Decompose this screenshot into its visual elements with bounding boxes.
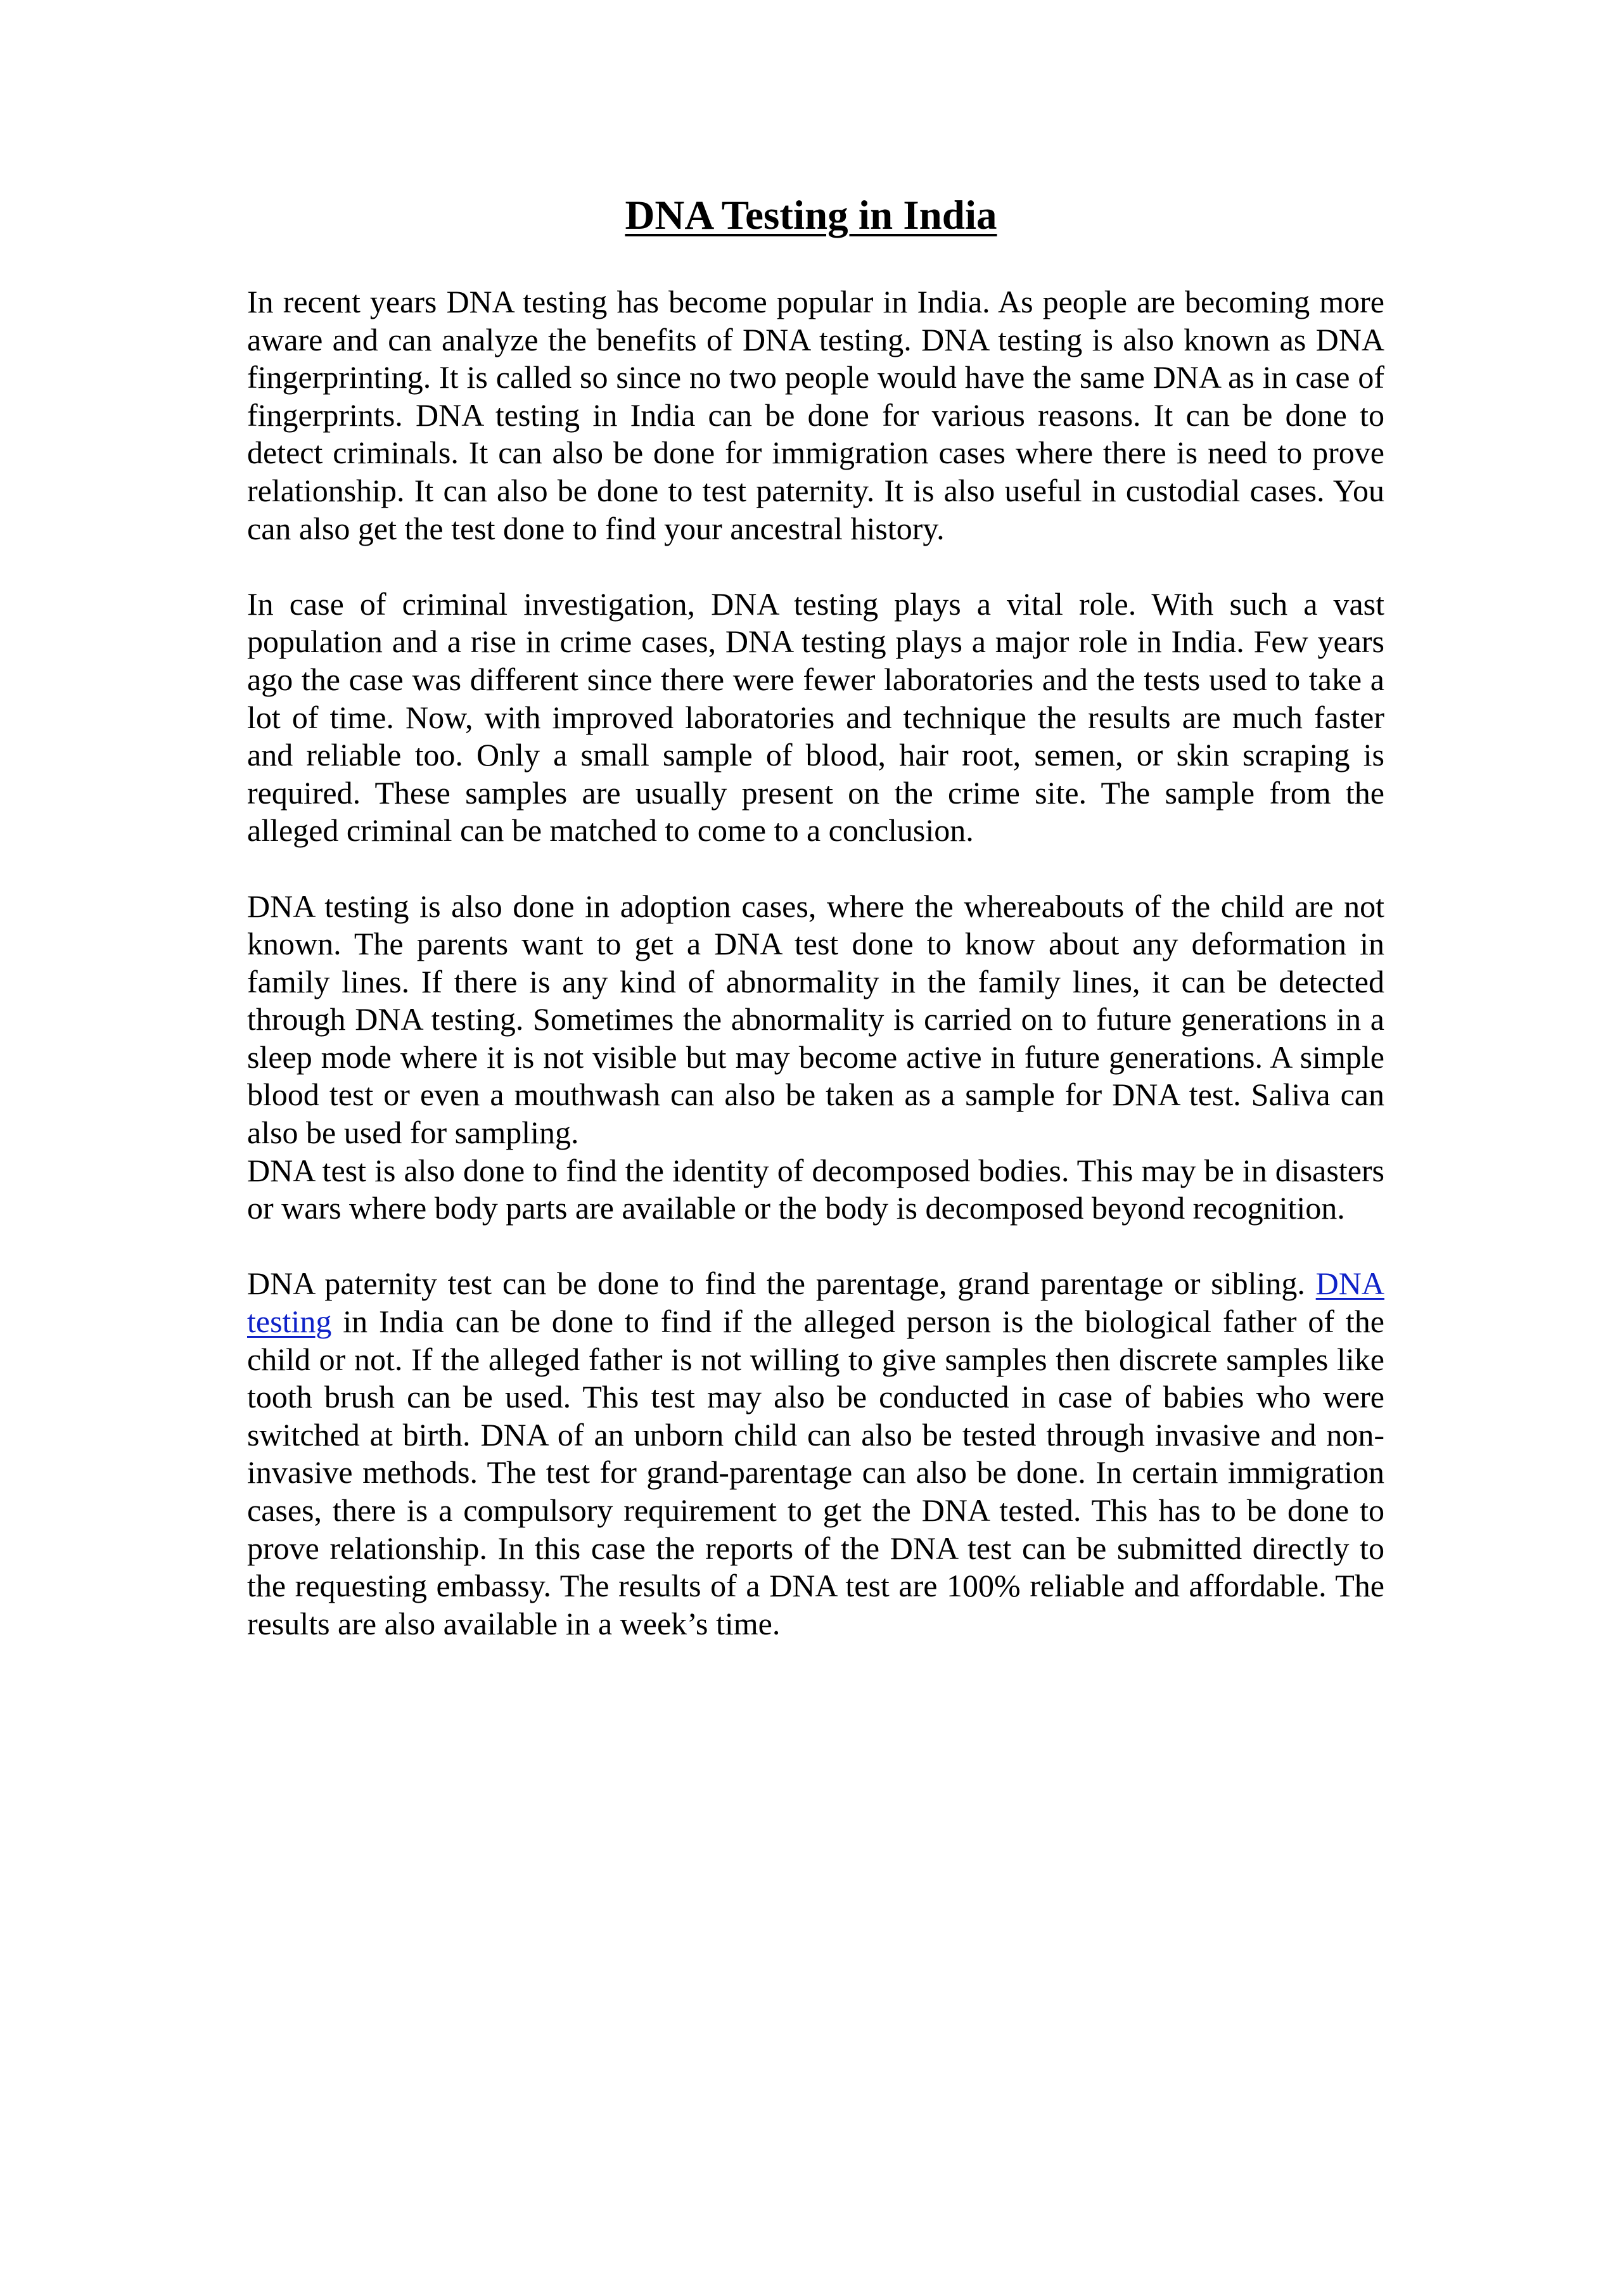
paragraph-paternity-text-before: DNA paternity test can be done to find the parentage, grand parentage or sibling. [247, 1266, 1316, 1302]
paragraph-decomposed-bodies: DNA test is also done to find the identity of decomposed bodies. This may be in disasters or wars where body parts are available or the body is decomposed beyond recognition. [247, 1152, 1384, 1226]
paragraph-adoption-cases: DNA testing is also done in adoption cases, where the whereabouts of the child are not known. The parents want to get a DNA test done to know about any deformation in family lines. If there is any kind of abnormality in the family lines, it can be detected through DNA testing. Sometimes the abnormality is carried on to future generations in a sleep mode where it is not visible but may become active in future generations. A simple blood test or even a mouthwash can also be taken as a sample for DNA test. Saliva can also be used for sampling. [247, 888, 1384, 1151]
paragraph-criminal-investigation: In case of criminal investigation, DNA testing plays a vital role. With such a vast population and a rise in crime cases, DNA testing plays a major role in India. Few years ago the case was different since there were fewer laboratories and the tests used to take a lot of time. Now, with improved laboratories and technique the results are much faster and reliable too. Only a small sample of blood, hair root, semen, or skin scraping is required. These samples are usually present on the crime site. The sample from the alleged criminal can be matched to come to a conclusion. [247, 586, 1384, 849]
paragraph-intro: In recent years DNA testing has become popular in India. As people are becoming more aware and can analyze the benefits of DNA testing. DNA testing is also known as DNA fingerprinting. It is called so since no two people would have the same DNA as in case of fingerprints. DNA testing in India can be done for various reasons. It can be done to detect criminals. It can also be done for immigration cases where there is need to prove relationship. It can also be done to test paternity. It is also useful in custodial cases. You can also get the test done to find your ancestral history. [247, 284, 1384, 546]
paragraph-paternity [247, 1265, 1384, 1643]
dna-testing-link[interactable]: DNA testing [247, 1266, 1384, 1340]
document-title: DNA Testing in India [625, 193, 997, 238]
document-body [247, 283, 1384, 1643]
paragraph-paternity-text-after: in India can be done to find if the alleged person is the biological father of the child or not. If the alleged father is not willing to give samples then discrete samples like tooth brush can be used. This test may also be conducted in case of babies who were switched at birth. DNA of an unborn child can also be tested through invasive and non-invasive methods. The test for grand-parentage can also be done. In certain immigration cases, there is a compulsory requirement to get the DNA tested. This has to be done to prove relationship. In this case the reports of the DNA test can be submitted directly to the requesting embassy. The results of a DNA test are 100% reliable and affordable. The results are also available in a week’s time. [247, 1304, 1384, 1641]
